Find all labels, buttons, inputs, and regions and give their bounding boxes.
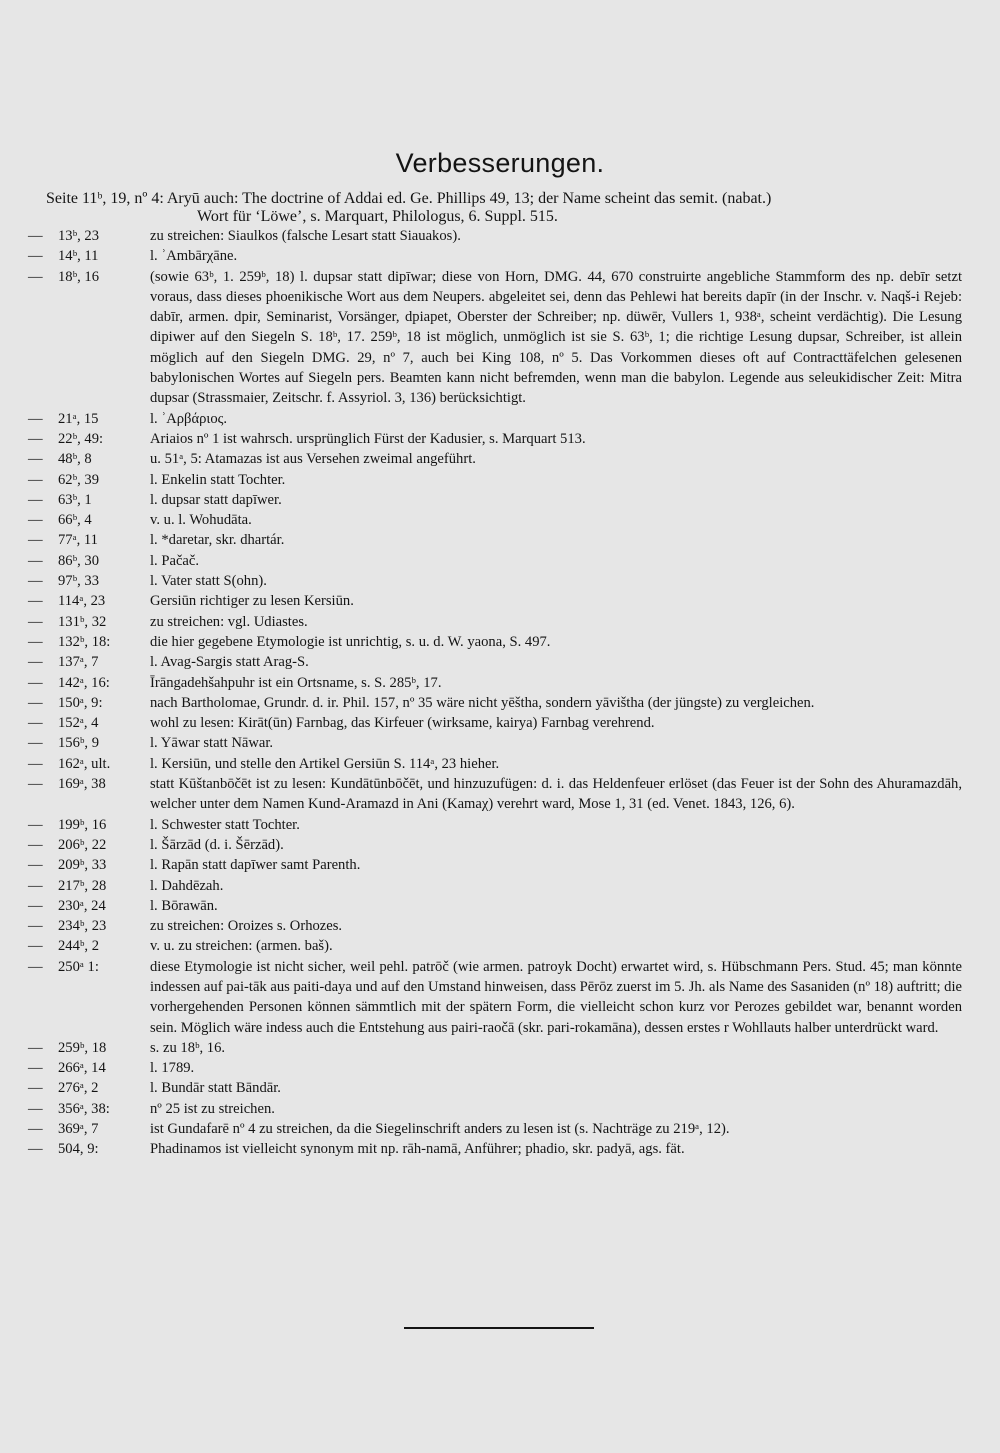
- entry-reference-text: 18ᵇ, 16: [58, 268, 100, 285]
- entry-text: l. Rapān statt dapīwer samt Parenth.: [150, 857, 361, 874]
- entry-reference-text: 209ᵇ, 33: [58, 857, 107, 874]
- ditto-dash: —: [28, 268, 43, 285]
- first-entry-lead: Seite 11ᵇ, 19, nº 4: Aryū auch: The doctrine of Addai ed. Ge. Phillips 49, 13; der Name scheint das semit. (nabat.): [46, 190, 772, 207]
- entry-text: wohl zu lesen: Kirāt(ūn) Farnbag, das Kirfeuer (wirksame, kairya) Farnbag verehrend.: [150, 715, 655, 732]
- correction-entry: [0, 267, 1000, 409]
- entry-text: v. u. zu streichen: (armen. baš).: [150, 938, 333, 955]
- correction-entry: [0, 510, 1000, 530]
- entry-text: u. 51ᵃ, 5: Atamazas ist aus Versehen zweimal angeführt.: [150, 451, 476, 468]
- entry-text: Phadinamos ist vielleicht synonym mit np. rāh-namā, Anführer; phadio, skr. padyā, ags. fät.: [150, 1141, 685, 1158]
- entry-reference: [0, 815, 150, 835]
- ditto-dash: —: [28, 715, 43, 732]
- entry-reference: [0, 693, 150, 713]
- entry-reference-text: 142ᵃ, 16:: [58, 674, 110, 691]
- entry-reference-text: 77ᵃ, 11: [58, 532, 98, 549]
- entry-text: l. Bundār statt Bāndār.: [150, 1080, 281, 1097]
- entry-text: l. Avag-Sargis statt Arag-S.: [150, 654, 309, 671]
- entry-reference-text: 356ᵃ, 38:: [58, 1100, 110, 1117]
- entry-reference-text: 13ᵇ, 23: [58, 228, 100, 244]
- ditto-dash: —: [28, 694, 43, 711]
- correction-entry: [0, 896, 1000, 916]
- entry-reference-text: 217ᵇ, 28: [58, 877, 107, 894]
- entry-reference: [0, 409, 150, 429]
- entry-reference-text: 137ᵃ, 7: [58, 654, 99, 671]
- entry-text: l. Enkelin statt Tochter.: [150, 471, 286, 488]
- ditto-dash: —: [28, 633, 43, 650]
- ditto-dash: —: [28, 430, 43, 447]
- correction-entry: [0, 632, 1000, 652]
- ditto-dash: —: [28, 573, 43, 590]
- entry-reference-text: 86ᵇ, 30: [58, 552, 100, 569]
- entry-reference-text: 244ᵇ, 2: [58, 938, 100, 955]
- correction-entry: [0, 1078, 1000, 1098]
- entry-reference-text: 250ᵃ 1:: [58, 958, 99, 975]
- entry-reference: [0, 652, 150, 672]
- entry-text: zu streichen: Oroizes s. Orhozes.: [150, 918, 343, 935]
- correction-entry: [0, 936, 1000, 956]
- entry-reference: [0, 1058, 150, 1078]
- closing-rule: [404, 1327, 594, 1329]
- entry-text: (sowie 63ᵇ, 1. 259ᵇ, 18) l. dupsar statt dipīwar; diese von Horn, DMG. 44, 670 construirte angebliche Stammform des np. debīr setzt voraus, dass dieses phoenikische Wort aus dem Neupers. abgeleitet sei, denn das Pehlewi hat bereits dapīr (in der Inschr. v. Naqš-i Rejeb: dabīr, armen. dpir, Seminarist, Vorsänger, dpiapet, Oberster der Schreiber; np. düwēr, Vullers 1, 938ᵃ, scheint verdächtig). Die Lesung dipiwer auf den Siegeln S. 18ᵇ, 17. 259ᵇ, 18 ist möglich, unmöglich ist sie S. 63ᵇ, 1; die richtige Lesung dupsar, Schreiber, ist allein möglich auf den Siegeln DMG. 29, nº 7, auch bei King 108, nº 5. Das Vorkommen dieses oft auf Contracttäfelchen gelesenen babylonischen Wortes auf Siegeln pers. Beamten kann nicht befremden, wenn man die babylon. Legende aus seleukidischer Zeit: Mitra dupsar (Strassmaier, Zeitschr. f. Assyriol. 3, 136) berücksichtigt.: [150, 268, 962, 407]
- entry-reference-text: 266ᵃ, 14: [58, 1060, 106, 1077]
- entry-text: Gersiūn richtiger zu lesen Kersiūn.: [150, 593, 354, 610]
- correction-entry: [0, 652, 1000, 672]
- entry-reference: [0, 1078, 150, 1098]
- correction-entry: [0, 490, 1000, 510]
- ditto-dash: —: [28, 491, 43, 508]
- entry-reference-text: 14ᵇ, 11: [58, 248, 99, 265]
- ditto-dash: —: [28, 532, 43, 549]
- ditto-dash: —: [28, 1100, 43, 1117]
- entry-reference-text: 66ᵇ, 4: [58, 512, 92, 529]
- entry-reference: [0, 673, 150, 693]
- correction-entry: [0, 1139, 1000, 1159]
- correction-entry: [0, 957, 1000, 1038]
- entry-reference-text: 156ᵇ, 9: [58, 735, 100, 752]
- entry-reference: [0, 551, 150, 571]
- ditto-dash: —: [28, 776, 43, 793]
- ditto-dash: —: [28, 552, 43, 569]
- entry-reference-text: 63ᵇ, 1: [58, 491, 92, 508]
- entry-text: l. 1789.: [150, 1060, 195, 1077]
- entry-reference-text: 169ᵃ, 38: [58, 776, 106, 793]
- ditto-dash: —: [28, 593, 43, 610]
- ditto-dash: —: [28, 958, 43, 975]
- entry-reference: [0, 612, 150, 632]
- correction-entry: [0, 246, 1000, 266]
- entry-text: l. Šārzād (d. i. Šērzād).: [150, 836, 284, 853]
- entry-text: l. *daretar, skr. dhartár.: [150, 532, 285, 549]
- entry-reference: [0, 530, 150, 550]
- ditto-dash: —: [28, 1080, 43, 1097]
- entry-reference: [0, 470, 150, 490]
- ditto-dash: —: [28, 674, 43, 691]
- correction-entry: [0, 530, 1000, 550]
- correction-entry: [0, 876, 1000, 896]
- entry-text: l. Yāwar statt Nāwar.: [150, 735, 274, 752]
- ditto-dash: —: [28, 897, 43, 914]
- entry-reference: [0, 632, 150, 652]
- entry-reference-text: 234ᵇ, 23: [58, 918, 107, 935]
- entry-text: l. Kersiūn, und stelle den Artikel Gersiūn S. 114ᵃ, 23 hieher.: [150, 755, 500, 772]
- entry-text: Īrāngadehšahpuhr ist ein Ortsname, s. S. 285ᵇ, 17.: [150, 674, 442, 691]
- entry-reference: [0, 1099, 150, 1119]
- ditto-dash: —: [28, 512, 43, 529]
- entry-text: l. Schwester statt Tochter.: [150, 816, 300, 833]
- ditto-dash: —: [28, 613, 43, 630]
- entry-reference-text: 162ᵃ, ult.: [58, 755, 111, 772]
- entry-reference-text: 22ᵇ, 49:: [58, 430, 104, 447]
- correction-entry: [0, 1038, 1000, 1058]
- entry-reference: [0, 510, 150, 530]
- entry-text: l. ʾAmbārχāne.: [150, 248, 238, 265]
- entry-reference-text: 206ᵇ, 22: [58, 836, 107, 853]
- entry-reference: [0, 571, 150, 591]
- entry-reference: [0, 754, 150, 774]
- ditto-dash: —: [28, 816, 43, 833]
- entry-reference-text: 152ᵃ, 4: [58, 715, 99, 732]
- entry-reference-text: 369ᵃ, 7: [58, 1121, 99, 1138]
- entry-reference-text: 259ᵇ, 18: [58, 1039, 107, 1056]
- correction-entry: [0, 693, 1000, 713]
- entry-reference: [0, 591, 150, 611]
- entry-text: nº 25 ist zu streichen.: [150, 1100, 275, 1117]
- correction-entry: [0, 916, 1000, 936]
- entry-reference-text: 97ᵇ, 33: [58, 573, 100, 590]
- entry-text: l. Vater statt S(ohn).: [150, 573, 267, 590]
- correction-entry: [0, 815, 1000, 835]
- entry-text: zu streichen: vgl. Udiastes.: [150, 613, 308, 630]
- entry-reference-text: 48ᵇ, 8: [58, 451, 92, 468]
- correction-entry: [0, 835, 1000, 855]
- correction-entry: [0, 591, 1000, 611]
- ditto-dash: —: [28, 938, 43, 955]
- entry-text: statt Kūštanbōčēt ist zu lesen: Kundātūnbōčēt, und hinzuzufügen: d. i. das Heldenfeuer erlöset (das Feuer ist der Sohn des Ahuramazdāh, welcher unter dem Namen Kund-Aramazd in Ani (Kamaχ) verehrt ward, Mose 1, 31 (ed. Venet. 1843, 126, 6).: [150, 776, 962, 813]
- correction-entry: [0, 449, 1000, 469]
- correction-entry: [0, 754, 1000, 774]
- entry-reference: [0, 957, 150, 1038]
- entry-text: die hier gegebene Etymologie ist unrichtig, s. u. d. W. yaona, S. 497.: [150, 633, 551, 650]
- correction-entry: [0, 409, 1000, 429]
- correction-entry: [0, 733, 1000, 753]
- correction-entry: [0, 612, 1000, 632]
- correction-entry: [0, 429, 1000, 449]
- entry-reference-text: 132ᵇ, 18:: [58, 633, 111, 650]
- correction-entry: [0, 1099, 1000, 1119]
- entry-text: Ariaios nº 1 ist wahrsch. ursprünglich Fürst der Kadusier, s. Marquart 513.: [150, 430, 586, 447]
- correction-entry: [0, 1119, 1000, 1139]
- entry-text: nach Bartholomae, Grundr. d. ir. Phil. 157, nº 35 wäre nicht yēštha, sondern yāvištha (der jüngste) zu vergleichen.: [150, 694, 815, 711]
- entry-text: s. zu 18ᵇ, 16.: [150, 1039, 226, 1056]
- entry-reference-text: 131ᵇ, 32: [58, 613, 107, 630]
- correction-entry: [0, 774, 1000, 815]
- entry-reference: [0, 896, 150, 916]
- ditto-dash: —: [28, 1039, 43, 1056]
- entry-reference-text: 62ᵇ, 39: [58, 471, 100, 488]
- ditto-dash: —: [28, 451, 43, 468]
- entry-text: l. Dahdēzah.: [150, 877, 224, 894]
- correction-entry: [0, 673, 1000, 693]
- ditto-dash: —: [28, 1141, 43, 1158]
- entry-text: l. Bōrawān.: [150, 897, 218, 914]
- entry-text: l. Pačač.: [150, 552, 200, 569]
- entry-reference-text: 276ᵃ, 2: [58, 1080, 99, 1097]
- entry-text: v. u. l. Wohudāta.: [150, 512, 252, 529]
- ditto-dash: —: [28, 735, 43, 752]
- entry-reference: [0, 1038, 150, 1058]
- correction-entry: [0, 571, 1000, 591]
- entry-reference-text: 230ᵃ, 24: [58, 897, 106, 914]
- entry-reference: [0, 936, 150, 956]
- entry-reference-text: 150ᵃ, 9:: [58, 694, 103, 711]
- entry-reference: [0, 713, 150, 733]
- entry-reference: [0, 876, 150, 896]
- entry-reference-text: 21ᵃ, 15: [58, 410, 99, 427]
- entry-reference: [0, 835, 150, 855]
- corrections-list: [0, 190, 1000, 1160]
- ditto-dash: —: [28, 755, 43, 772]
- ditto-dash: —: [28, 857, 43, 874]
- entry-reference-text: 504, 9:: [58, 1141, 99, 1158]
- ditto-dash: —: [28, 1121, 43, 1138]
- entry-reference: [0, 1139, 150, 1159]
- ditto-dash: —: [28, 410, 43, 427]
- ditto-dash: —: [28, 654, 43, 671]
- ditto-dash: —: [28, 836, 43, 853]
- correction-entry: [0, 855, 1000, 875]
- ditto-dash: —: [28, 1060, 43, 1077]
- entry-text: l. ʾΑρβάριος.: [150, 410, 228, 427]
- entry-reference: [0, 774, 150, 815]
- entry-reference: [0, 733, 150, 753]
- entry-reference-text: 199ᵇ, 16: [58, 816, 107, 833]
- entry-text: l. dupsar statt dapīwer.: [150, 491, 282, 508]
- entry-reference-text: 114ᵃ, 23: [58, 593, 106, 610]
- page-title: Verbesserungen.: [395, 148, 605, 178]
- entry-reference: [0, 429, 150, 449]
- correction-entry: [0, 470, 1000, 490]
- entry-reference: [0, 449, 150, 469]
- correction-entry: [0, 226, 1000, 246]
- correction-entry: [0, 551, 1000, 571]
- ditto-dash: —: [28, 248, 43, 265]
- first-entry-continuation: Wort für ‘Löwe’, s. Marquart, Philologus, 6. Suppl. 515.: [197, 208, 558, 225]
- entry-text: ist Gundafarē nº 4 zu streichen, da die Siegelinschrift anders zu lesen ist (s. Nachträge zu 219ᵃ, 12).: [150, 1121, 730, 1138]
- ditto-dash: —: [28, 877, 43, 894]
- entry-reference: [0, 267, 150, 409]
- entry-reference: [0, 916, 150, 936]
- first-entry: [0, 190, 1000, 226]
- correction-entry: [0, 713, 1000, 733]
- ditto-dash: —: [28, 918, 43, 935]
- entry-reference: [0, 1119, 150, 1139]
- entry-reference: [0, 226, 150, 246]
- entry-reference: [0, 855, 150, 875]
- entry-text: diese Etymologie ist nicht sicher, weil pehl. patrōč (wie armen. patroyk Docht) erwartet wird, s. Hübschmann Pers. Stud. 45; man könnte indessen auf pai-tāk aus paiti-daya und auf den Umstand hinweisen, dass Pērōz zuerst im 5. Jh. als Name des Sasaniden (nº 18) auftritt; die vorhergehenden Personen können sämmtlich mit der spätern Form, die vielleicht schon kurz vor Perozes gebildet war, benannt worden sein. Möglich wäre indess auch die Entstehung aus pairi-raočā (skr. pari-rokamāna), dessen erstes r Wohllauts halber unterdrückt ward.: [150, 958, 962, 1036]
- entry-reference: [0, 246, 150, 266]
- ditto-dash: —: [28, 228, 43, 244]
- entry-text: zu streichen: Siaulkos (falsche Lesart statt Siauakos).: [150, 228, 461, 244]
- correction-entry: [0, 1058, 1000, 1078]
- ditto-dash: —: [28, 471, 43, 488]
- entry-reference: [0, 490, 150, 510]
